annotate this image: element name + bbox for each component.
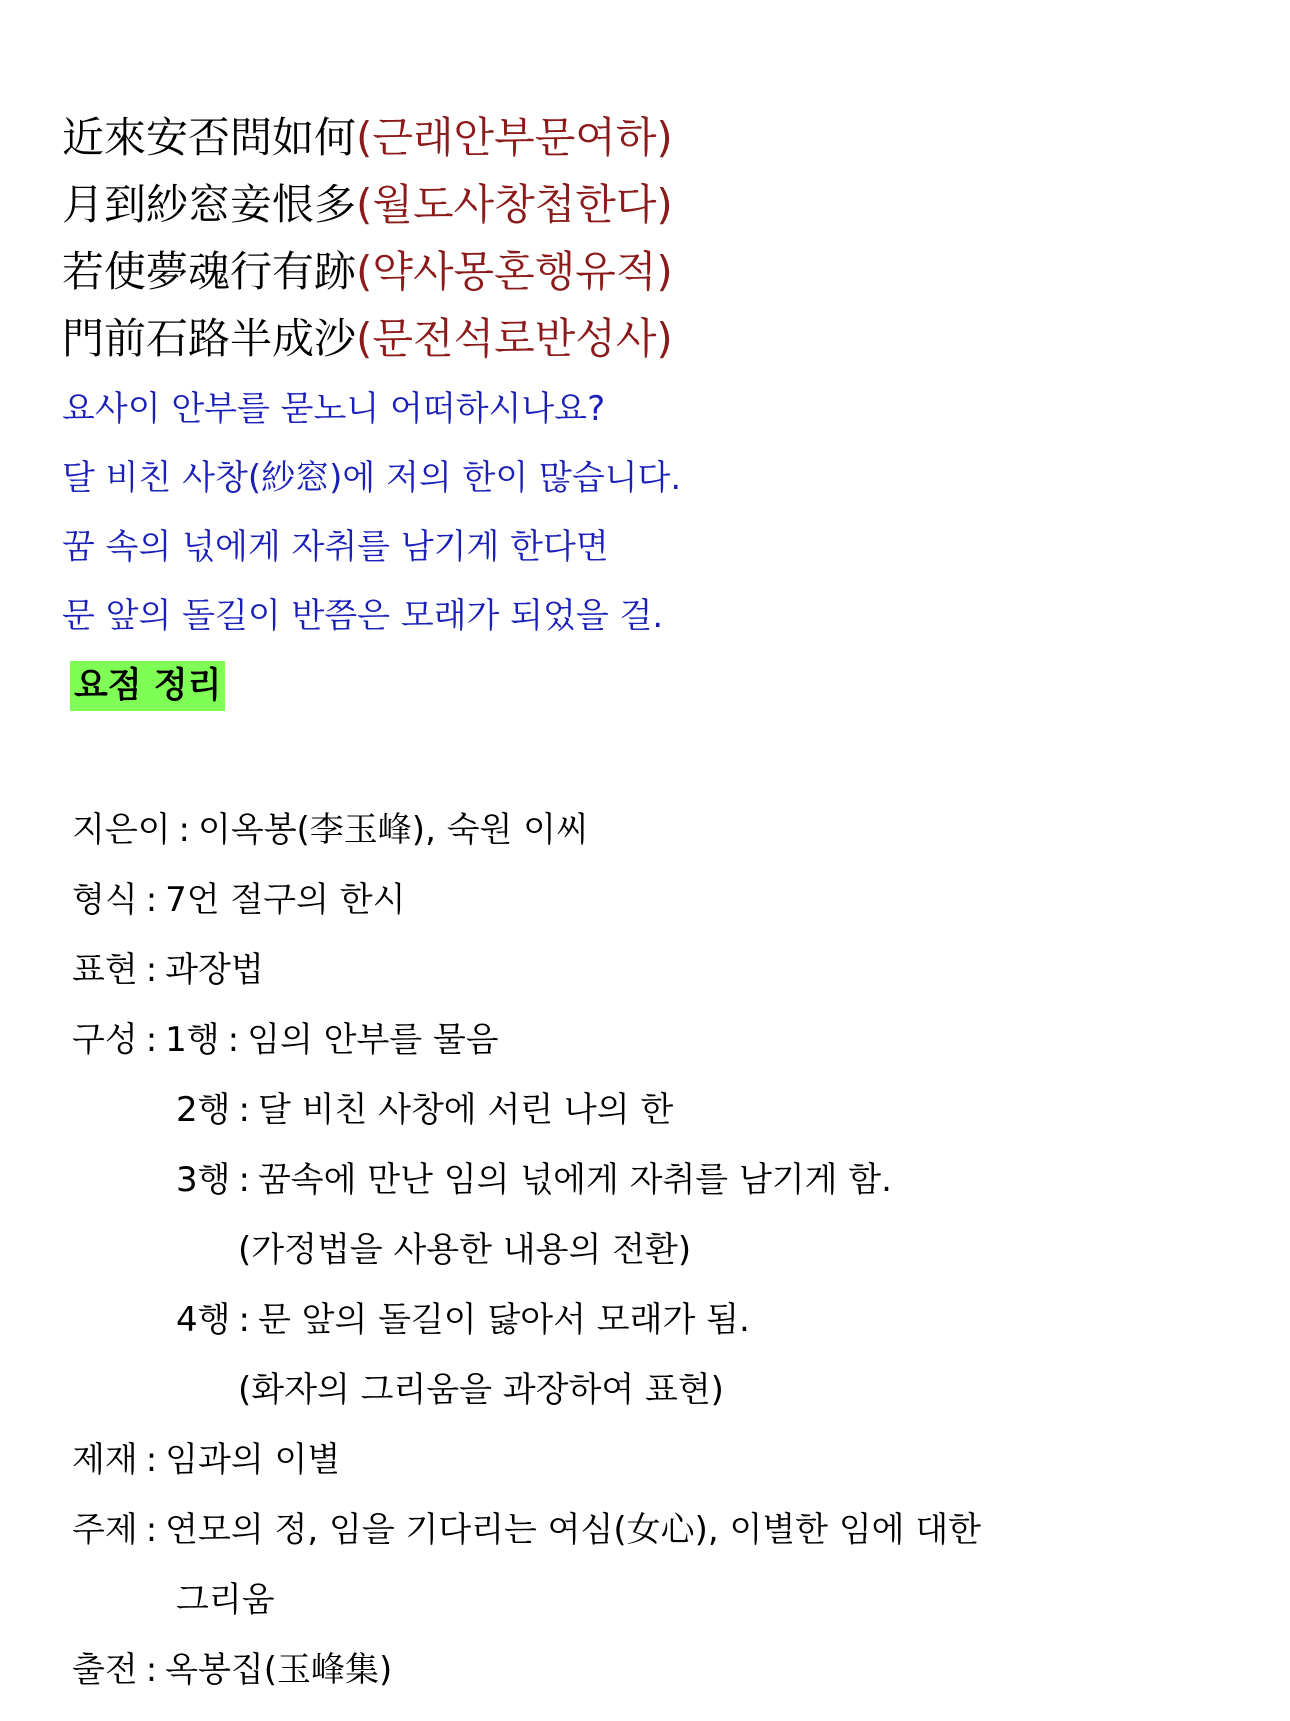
separator: : <box>145 1440 158 1480</box>
poem-line-1 <box>62 104 673 171</box>
poem-hanja: 近來安否問如何 <box>62 113 357 162</box>
structure-desc: 문 앞의 돌길이 닳아서 모래가 됨. <box>257 1300 750 1340</box>
author-value: 이옥봉(李玉峰), 숙원 이씨 <box>198 810 589 850</box>
poem-original <box>62 104 673 372</box>
separator: : <box>227 1020 240 1060</box>
translation-line-4: 문 앞의 돌길이 반쯤은 모래가 되었을 걸. <box>62 596 664 636</box>
separator: : <box>145 1510 158 1550</box>
structure-row-4 <box>72 1285 981 1355</box>
poem-translation <box>62 375 681 651</box>
expression-label: 표현 <box>72 950 138 990</box>
source-label: 출전 <box>72 1650 138 1690</box>
structure-row-1 <box>72 1005 981 1075</box>
separator: : <box>238 1160 250 1200</box>
material-label: 제재 <box>72 1440 138 1480</box>
author-label: 지은이 <box>72 810 171 850</box>
separator: : <box>178 810 191 850</box>
separator: : <box>238 1090 250 1130</box>
separator: : <box>145 950 158 990</box>
structure-line: 1행 <box>165 1020 220 1060</box>
summary-heading: 요점 정리 <box>70 661 225 711</box>
structure-line: 3행 <box>176 1160 231 1200</box>
separator: : <box>145 1650 158 1690</box>
theme-value: 연모의 정, 임을 기다리는 여심(女心), 이별한 임에 대한 <box>165 1510 982 1550</box>
theme-row-cont: 그리움 <box>176 1580 275 1620</box>
structure-row-3 <box>72 1145 981 1215</box>
expression-row <box>72 935 981 1005</box>
source-row <box>72 1635 981 1705</box>
summary-list <box>72 795 981 1705</box>
poem-hanja: 月到紗窓妾恨多 <box>62 180 357 229</box>
poem-reading: (약사몽혼행유적) <box>356 247 673 296</box>
translation-line-3: 꿈 속의 넋에게 자취를 남기게 한다면 <box>62 527 609 567</box>
source-value: 옥봉집(玉峰集) <box>165 1650 393 1690</box>
separator: : <box>145 1020 158 1060</box>
form-label: 형식 <box>72 880 138 920</box>
poem-hanja: 若使夢魂行有跡 <box>62 247 357 296</box>
structure-line: 2행 <box>176 1090 231 1130</box>
expression-value: 과장법 <box>165 950 264 990</box>
poem-reading: (근래안부문여하) <box>356 113 673 162</box>
structure-desc: 달 비친 사창에 서린 나의 한 <box>257 1090 674 1130</box>
form-value: 7언 절구의 한시 <box>165 880 406 920</box>
form-row <box>72 865 981 935</box>
structure-desc: 꿈속에 만난 임의 넋에게 자취를 남기게 함. <box>257 1160 892 1200</box>
translation-line-2: 달 비친 사창(紗窓)에 저의 한이 많습니다. <box>62 458 682 498</box>
material-row <box>72 1425 981 1495</box>
poem-reading: (월도사창첩한다) <box>356 180 673 229</box>
structure-label: 구성 <box>72 1020 138 1060</box>
structure-note-2: (화자의 그리움을 과장하여 표현) <box>238 1370 724 1410</box>
poem-hanja: 門前石路半成沙 <box>62 314 357 363</box>
separator: : <box>145 880 158 920</box>
theme-row <box>72 1495 981 1565</box>
separator: : <box>238 1300 250 1340</box>
material-value: 임과의 이별 <box>165 1440 341 1480</box>
theme-label: 주제 <box>72 1510 138 1550</box>
structure-note-1: (가정법을 사용한 내용의 전환) <box>238 1230 692 1270</box>
translation-line-1: 요사이 안부를 묻노니 어떠하시나요? <box>62 389 606 429</box>
poem-reading: (문전석로반성사) <box>356 314 673 363</box>
poem-line-4 <box>62 305 673 372</box>
poem-line-3 <box>62 238 673 305</box>
author-row <box>72 795 981 865</box>
structure-desc: 임의 안부를 물음 <box>247 1020 499 1060</box>
poem-line-2 <box>62 171 673 238</box>
structure-line: 4행 <box>176 1300 231 1340</box>
structure-row-2 <box>72 1075 981 1145</box>
